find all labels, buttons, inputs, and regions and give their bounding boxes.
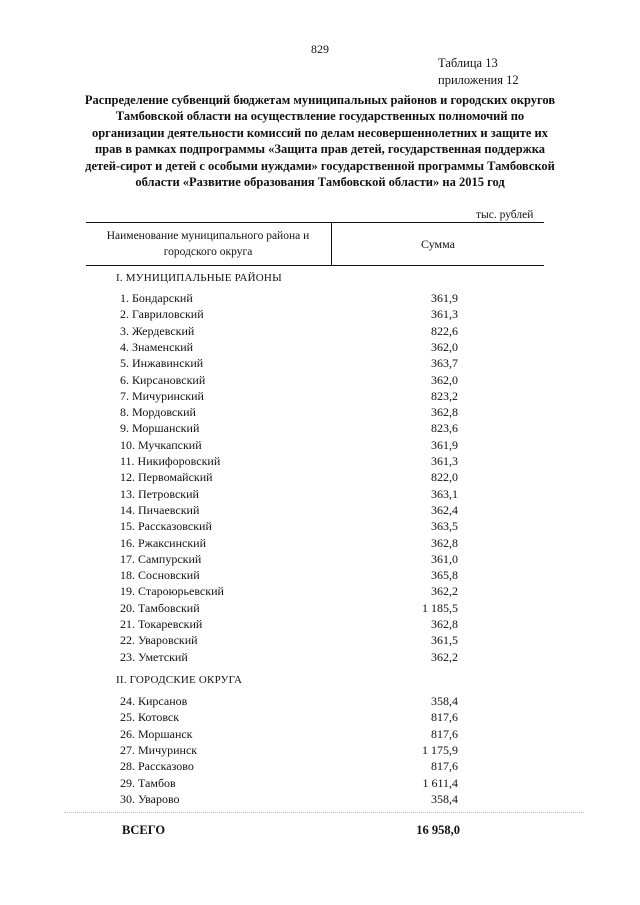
row-value: 362,0 — [431, 339, 458, 354]
row-name: 21. Токаревский — [120, 617, 203, 631]
row-name: 22. Уваровский — [120, 633, 198, 648]
row-value: 361,0 — [431, 551, 458, 566]
row-name: 25. Котовск — [120, 710, 180, 725]
row-name: 11. Никифоровский — [120, 454, 221, 468]
table-row — [0, 405, 640, 421]
row-name: 12. Первомайский — [120, 470, 213, 485]
table-row — [0, 776, 640, 792]
row-name: 15. Рассказовский — [120, 519, 212, 534]
table-row — [0, 568, 640, 584]
row-value: 1 185,5 — [422, 600, 458, 615]
row-name: 3. Жердевский — [120, 323, 195, 338]
table-row — [0, 584, 640, 600]
row-value: 361,3 — [431, 454, 458, 468]
table-row — [0, 792, 640, 808]
table-row — [0, 454, 640, 470]
total-value: 16 958,0 — [416, 823, 460, 837]
row-value: 362,2 — [431, 584, 458, 599]
row-value: 365,8 — [431, 568, 458, 583]
table-row — [0, 633, 640, 649]
row-value: 361,9 — [431, 291, 458, 305]
row-value: 1 175,9 — [422, 742, 458, 757]
table-row — [0, 727, 640, 743]
section-title: II. ГОРОДСКИЕ ОКРУГА — [116, 674, 243, 686]
row-value: 823,6 — [431, 421, 458, 436]
table-row — [0, 389, 640, 405]
row-name: 27. Мичуринск — [120, 742, 198, 757]
row-value: 362,4 — [431, 502, 458, 517]
row-value: 363,1 — [431, 486, 458, 501]
row-name: 4. Знаменский — [120, 339, 194, 354]
row-name: 24. Кирсанов — [120, 694, 188, 708]
table-row — [0, 519, 640, 535]
row-name: 16. Ржаксинский — [120, 535, 206, 550]
table-row — [0, 487, 640, 503]
row-name: 19. Староюрьевский — [120, 584, 224, 599]
row-name: 23. Уметский — [120, 649, 188, 664]
table-row — [0, 617, 640, 633]
row-name: 7. Мичуринский — [120, 388, 204, 403]
row-value: 817,6 — [431, 726, 458, 741]
row-name: 18. Сосновский — [120, 568, 200, 583]
row-value: 1 611,4 — [422, 775, 458, 790]
row-name: 20. Тамбовский — [120, 600, 200, 615]
row-value: 362,2 — [431, 649, 458, 664]
row-name: 10. Мучкапский — [120, 437, 202, 452]
column-header-sum: Сумма — [421, 237, 455, 251]
document-title: Распределение субвенций бюджетам муниципальных районов и городских округов Тамбовской области на осуществление государственных полномочий по организации деятельности комиссий по делам несовершеннолетних и защите их прав в рамках подпрограммы «Защита прав детей, государственная поддержка детей-сирот и детей с особыми нуждами» государственной программы Тамбовской области «Развитие образования Тамбовской области» на 2015 год — [84, 93, 556, 190]
table-row — [0, 470, 640, 486]
table-row — [0, 324, 640, 340]
row-name: 28. Рассказово — [120, 759, 194, 774]
table-row — [0, 694, 640, 710]
header-bottom-border — [86, 265, 544, 266]
row-name: 5. Инжавинский — [120, 356, 204, 371]
row-name: 1. Бондарский — [120, 291, 193, 305]
row-name: 2. Гавриловский — [120, 307, 204, 322]
row-value: 363,7 — [431, 356, 458, 371]
total-label: ВСЕГО — [122, 823, 166, 837]
table-row — [0, 650, 640, 666]
table-row — [0, 291, 640, 307]
row-value: 363,5 — [431, 519, 458, 534]
table-row — [0, 601, 640, 617]
header-column-divider — [331, 222, 332, 265]
table-row — [0, 438, 640, 454]
row-name: 30. Уварово — [120, 791, 180, 806]
row-value: 361,3 — [431, 307, 458, 322]
row-name: 17. Сампурский — [120, 551, 202, 566]
table-row — [0, 743, 640, 759]
table-row — [0, 307, 640, 323]
row-value: 362,8 — [431, 617, 458, 631]
row-name: 8. Мордовский — [120, 405, 196, 420]
row-value: 817,6 — [431, 759, 458, 774]
row-value: 822,0 — [431, 470, 458, 485]
page-number: 829 — [311, 42, 329, 56]
table-row — [0, 759, 640, 775]
units-label: тыс. рублей — [476, 209, 534, 221]
row-value: 362,0 — [431, 372, 458, 387]
column-header-name: Наименование муниципального района и городского округа — [106, 230, 310, 258]
row-name: 13. Петровский — [120, 486, 199, 501]
table-top-border — [86, 222, 544, 223]
row-value: 358,4 — [431, 791, 458, 806]
row-name: 14. Пичаевский — [120, 502, 200, 517]
scan-artifact-divider — [64, 812, 584, 813]
table-reference — [438, 55, 519, 89]
appendix-number: приложения 12 — [438, 73, 519, 87]
table-row — [0, 536, 640, 552]
table-row — [0, 503, 640, 519]
row-name: 29. Тамбов — [120, 775, 176, 790]
row-value: 362,8 — [431, 535, 458, 550]
table-row — [0, 373, 640, 389]
row-value: 362,8 — [431, 405, 458, 420]
row-value: 823,2 — [431, 388, 458, 403]
section-title: I. МУНИЦИПАЛЬНЫЕ РАЙОНЫ — [116, 272, 282, 284]
row-name: 9. Моршанский — [120, 421, 200, 436]
row-value: 358,4 — [431, 694, 458, 708]
table-row — [0, 421, 640, 437]
row-value: 822,6 — [431, 323, 458, 338]
row-name: 6. Кирсановский — [120, 372, 206, 387]
row-value: 361,5 — [431, 633, 458, 648]
row-value: 361,9 — [431, 437, 458, 452]
row-name: 26. Моршанск — [120, 726, 193, 741]
table-row — [0, 710, 640, 726]
table-row — [0, 552, 640, 568]
table-row — [0, 340, 640, 356]
table-row — [0, 356, 640, 372]
table-number: Таблица 13 — [438, 56, 498, 70]
row-value: 817,6 — [431, 710, 458, 725]
